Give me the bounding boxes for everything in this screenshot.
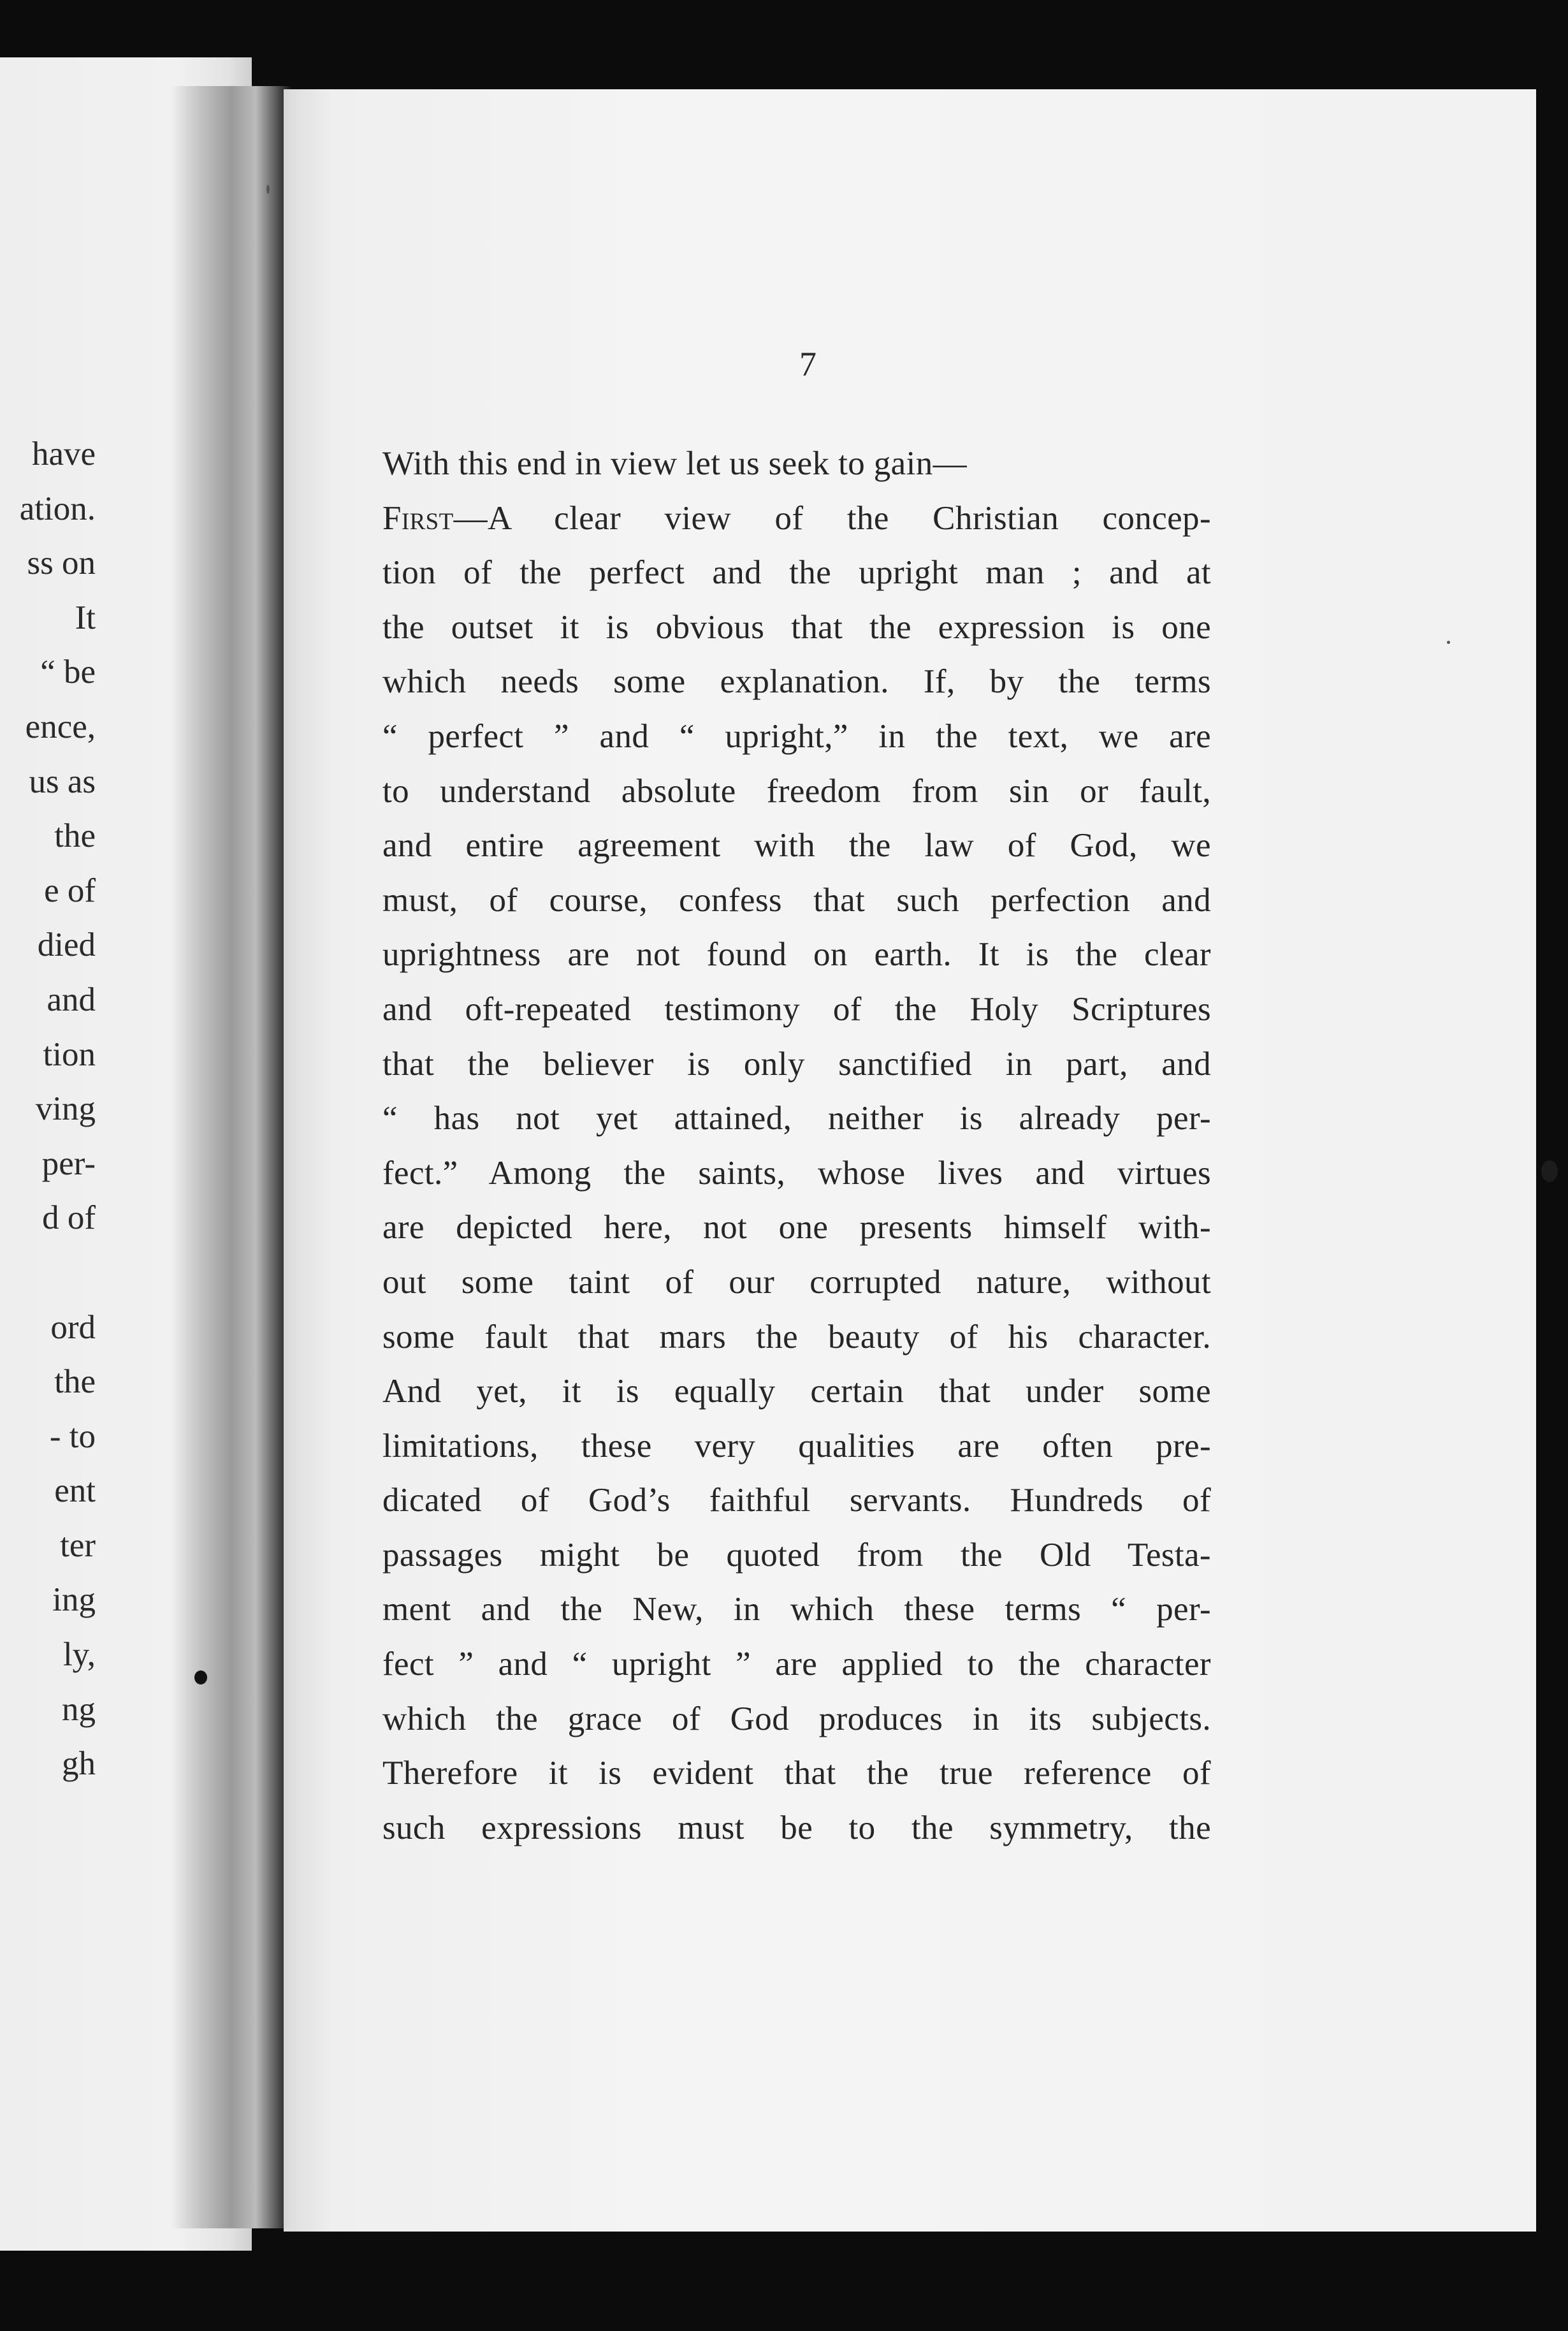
- film-speck: [266, 185, 270, 194]
- text-line: and oft-repeated testimony of the Holy Scriptures: [382, 990, 1211, 1028]
- text-line: are depicted here, not one presents himself with-: [382, 1209, 1211, 1246]
- left-line: the: [54, 817, 96, 855]
- text-line: fect.” Among the saints, whose lives and virtues: [382, 1154, 1211, 1192]
- body-text: [382, 437, 1211, 1855]
- text-line: passages might be quoted from the Old Testa-: [382, 1536, 1211, 1574]
- film-speck: [1541, 1160, 1558, 1182]
- film-speck: [1447, 641, 1450, 644]
- text-line: [382, 492, 1211, 546]
- left-line: ence,: [25, 708, 96, 745]
- text-line: which needs some explanation. If, by the terms: [382, 663, 1211, 701]
- text-line: which the grace of God produces in its subjects.: [382, 1700, 1211, 1737]
- gutter-shadow: [171, 86, 292, 2228]
- left-line: e of: [44, 872, 96, 909]
- left-line: per-: [41, 1144, 96, 1182]
- text-line: limitations, these very qualities are often pre-: [382, 1427, 1211, 1465]
- page-number: 7: [799, 345, 817, 383]
- left-line: ly,: [62, 1636, 96, 1674]
- text-line: fect ” and “ upright ” are applied to the character: [382, 1646, 1211, 1683]
- left-line: gh: [62, 1745, 96, 1783]
- text-line: And yet, it is equally certain that under some: [382, 1373, 1211, 1410]
- left-line: ss on: [27, 544, 96, 582]
- left-line: ent: [54, 1472, 96, 1510]
- text-line: out some taint of our corrupted nature, without: [382, 1263, 1211, 1301]
- left-line: ation.: [19, 490, 96, 527]
- left-line: - to: [49, 1417, 96, 1455]
- text-line: Therefore it is evident that the true reference of: [382, 1755, 1211, 1792]
- text-line: ment and the New, in which these terms “ per-: [382, 1591, 1211, 1628]
- left-page-text: [0, 427, 96, 1792]
- gutter-ink-dot: [194, 1670, 207, 1684]
- left-line: ng: [62, 1690, 96, 1728]
- main-page: [284, 89, 1536, 2232]
- left-line: us as: [29, 763, 96, 800]
- left-line: d of: [42, 1199, 96, 1237]
- text-line: dicated of God’s faithful servants. Hundreds of: [382, 1482, 1211, 1519]
- left-line: tion: [43, 1035, 96, 1073]
- left-line: died: [37, 926, 96, 964]
- text-line: “ has not yet attained, neither is already per-: [382, 1100, 1211, 1137]
- left-line: ving: [35, 1090, 96, 1128]
- left-line-blank: [0, 1246, 96, 1301]
- text-line: that the believer is only sanctified in part, and: [382, 1045, 1211, 1083]
- left-line: have: [31, 435, 96, 472]
- text-line-rest: —A clear view of the Christian concep-: [453, 499, 1211, 537]
- text-line: uprightness are not found on earth. It is the clear: [382, 936, 1211, 974]
- left-line: It: [75, 599, 96, 636]
- left-line: and: [47, 981, 96, 1018]
- text-line: the outset it is obvious that the expression is one: [382, 608, 1211, 646]
- left-line: ord: [50, 1308, 96, 1346]
- text-line: must, of course, confess that such perfection and: [382, 881, 1211, 919]
- text-line: to understand absolute freedom from sin or fault,: [382, 772, 1211, 810]
- text-line: and entire agreement with the law of God, we: [382, 827, 1211, 865]
- section-lead-word: First: [382, 499, 454, 537]
- text-line: some fault that mars the beauty of his character.: [382, 1318, 1211, 1355]
- text-line: “ perfect ” and “ upright,” in the text, we are: [382, 717, 1211, 755]
- left-line: ter: [60, 1526, 96, 1564]
- text-line: tion of the perfect and the upright man ; and at: [382, 554, 1211, 592]
- left-line: ing: [52, 1581, 96, 1619]
- left-line: “ be: [40, 654, 96, 691]
- left-line: the: [54, 1363, 96, 1401]
- text-line: such expressions must be to the symmetry, the: [382, 1809, 1211, 1846]
- text-line: With this end in view let us seek to gain—: [382, 445, 967, 482]
